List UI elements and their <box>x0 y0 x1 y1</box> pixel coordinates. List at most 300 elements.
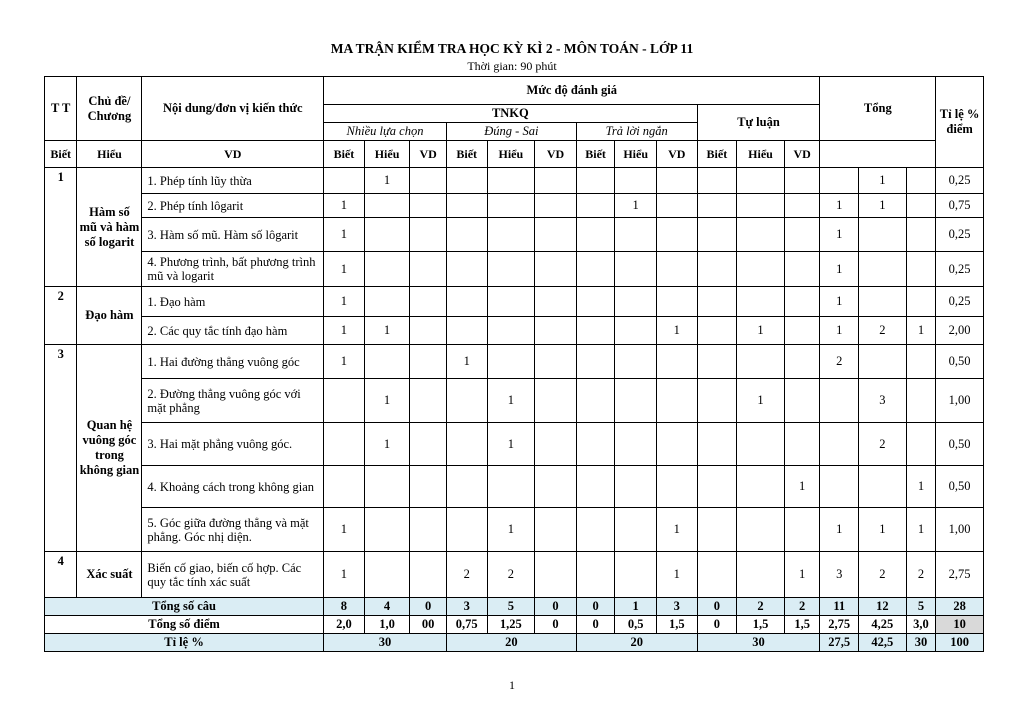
question-count-cell <box>784 194 820 218</box>
question-count-cell <box>615 252 657 287</box>
question-count-cell <box>535 423 577 466</box>
header-tra-loi-ngan: Trả lời ngắn <box>576 123 697 141</box>
question-count-cell <box>364 194 410 218</box>
question-count-cell <box>859 287 907 317</box>
table-row <box>45 287 984 317</box>
question-count-cell <box>737 345 785 379</box>
content-unit: 4. Khoảng cách trong không gian <box>142 466 324 508</box>
question-count-cell <box>576 194 615 218</box>
question-count-cell <box>656 218 697 252</box>
total-points-row <box>45 616 984 634</box>
question-count-cell <box>820 379 859 423</box>
summary-cell: 0,75 <box>446 616 487 634</box>
question-count-cell <box>656 379 697 423</box>
summary-cell: 20 <box>446 634 576 652</box>
summary-cell: 0,5 <box>615 616 657 634</box>
level-header: Hiểu <box>364 141 410 168</box>
content-unit: 2. Đường thẳng vuông góc với mặt phẳng <box>142 379 324 423</box>
summary-cell: 0 <box>576 616 615 634</box>
question-count-cell <box>784 252 820 287</box>
header-dung-sai: Đúng - Sai <box>446 123 576 141</box>
topic-number: 3 <box>45 345 77 552</box>
question-count-cell: 2 <box>487 552 535 598</box>
question-count-cell <box>906 252 935 287</box>
question-count-cell <box>784 168 820 194</box>
content-unit: 1. Đạo hàm <box>142 287 324 317</box>
question-count-cell <box>364 218 410 252</box>
question-count-cell: 1 <box>859 508 907 552</box>
question-count-cell: 1 <box>820 508 859 552</box>
table-row <box>45 317 984 345</box>
question-count-cell <box>784 423 820 466</box>
question-count-cell <box>576 317 615 345</box>
question-count-cell: 1 <box>820 287 859 317</box>
question-count-cell <box>576 252 615 287</box>
level-header: Hiểu <box>615 141 657 168</box>
question-count-cell <box>784 508 820 552</box>
question-count-cell <box>535 379 577 423</box>
question-count-cell <box>656 252 697 287</box>
level-header: Hiểu <box>487 141 535 168</box>
question-count-cell <box>446 379 487 423</box>
summary-cell: 12 <box>859 598 907 616</box>
question-count-cell: 1 <box>324 508 365 552</box>
topic-number: 2 <box>45 287 77 345</box>
question-count-cell <box>697 423 737 466</box>
summary-cell: 1,25 <box>487 616 535 634</box>
question-count-cell: 1 <box>446 345 487 379</box>
question-count-cell <box>697 345 737 379</box>
question-count-cell <box>535 552 577 598</box>
question-count-cell <box>487 218 535 252</box>
question-count-cell <box>697 252 737 287</box>
header-noi-dung: Nội dung/đơn vị kiến thức <box>142 77 324 141</box>
question-count-cell <box>446 287 487 317</box>
question-count-cell <box>784 345 820 379</box>
question-count-cell: 1 <box>656 552 697 598</box>
question-count-cell <box>615 423 657 466</box>
question-count-cell: 1 <box>364 317 410 345</box>
level-header: Biết <box>446 141 487 168</box>
summary-cell: 1,5 <box>784 616 820 634</box>
summary-label: Tổng số câu <box>45 598 324 616</box>
question-count-cell: 2 <box>906 552 935 598</box>
question-count-cell <box>364 466 410 508</box>
question-count-cell <box>737 287 785 317</box>
table-row <box>45 379 984 423</box>
question-count-cell <box>535 317 577 345</box>
question-count-cell: 1 <box>656 508 697 552</box>
level-header: Hiểu <box>737 141 785 168</box>
question-count-cell <box>324 466 365 508</box>
question-count-cell <box>324 379 365 423</box>
summary-cell: 30 <box>697 634 820 652</box>
score-ratio-cell: 0,25 <box>936 218 984 252</box>
level-header: Biết <box>697 141 737 168</box>
question-count-cell <box>446 466 487 508</box>
summary-cell: 42,5 <box>859 634 907 652</box>
summary-cell: 2,0 <box>324 616 365 634</box>
question-count-cell <box>737 552 785 598</box>
question-count-cell <box>446 168 487 194</box>
question-count-cell: 1 <box>364 168 410 194</box>
header-chu-de: Chủ đề/ Chương <box>77 77 142 141</box>
question-count-cell <box>615 508 657 552</box>
question-count-cell <box>906 379 935 423</box>
question-count-cell <box>364 508 410 552</box>
score-ratio-cell: 0,50 <box>936 423 984 466</box>
summary-cell: 5 <box>906 598 935 616</box>
question-count-cell: 2 <box>859 423 907 466</box>
question-count-cell <box>820 466 859 508</box>
question-count-cell <box>697 287 737 317</box>
question-count-cell <box>576 345 615 379</box>
question-count-cell: 1 <box>906 508 935 552</box>
level-header: VD <box>410 141 447 168</box>
level-header: Hiểu <box>77 141 142 168</box>
question-count-cell <box>697 379 737 423</box>
content-unit: Biến cố giao, biến cố hợp. Các quy tắc tính xác suất <box>142 552 324 598</box>
topic-name: Xác suất <box>77 552 142 598</box>
question-count-cell: 1 <box>784 466 820 508</box>
level-header: VD <box>535 141 577 168</box>
question-count-cell: 3 <box>859 379 907 423</box>
question-count-cell <box>535 168 577 194</box>
question-count-cell <box>737 466 785 508</box>
question-count-cell <box>535 508 577 552</box>
question-count-cell <box>410 287 447 317</box>
total-questions-row <box>45 598 984 616</box>
summary-cell: 0 <box>576 598 615 616</box>
header-tong: Tổng <box>820 77 936 141</box>
question-count-cell: 1 <box>737 379 785 423</box>
table-row <box>45 466 984 508</box>
question-count-cell <box>615 287 657 317</box>
question-count-cell: 2 <box>820 345 859 379</box>
summary-cell: 0 <box>535 598 577 616</box>
score-ratio-cell: 1,00 <box>936 379 984 423</box>
summary-cell: 11 <box>820 598 859 616</box>
summary-cell: 4,25 <box>859 616 907 634</box>
question-count-cell <box>859 466 907 508</box>
question-count-cell <box>487 168 535 194</box>
table-row <box>45 194 984 218</box>
question-count-cell <box>656 423 697 466</box>
content-unit: 3. Hàm số mũ. Hàm số lôgarit <box>142 218 324 252</box>
question-count-cell <box>615 317 657 345</box>
summary-cell: 1,0 <box>364 616 410 634</box>
question-count-cell: 1 <box>364 379 410 423</box>
question-count-cell <box>697 194 737 218</box>
question-count-cell <box>410 345 447 379</box>
question-count-cell: 1 <box>324 252 365 287</box>
question-count-cell: 1 <box>820 317 859 345</box>
content-unit: 2. Các quy tắc tính đạo hàm <box>142 317 324 345</box>
question-count-cell: 1 <box>820 194 859 218</box>
level-header: Biết <box>576 141 615 168</box>
question-count-cell <box>615 466 657 508</box>
question-count-cell <box>697 168 737 194</box>
content-unit: 2. Phép tính lôgarit <box>142 194 324 218</box>
question-count-cell <box>446 194 487 218</box>
question-count-cell <box>410 508 447 552</box>
question-count-cell: 1 <box>820 218 859 252</box>
summary-cell: 27,5 <box>820 634 859 652</box>
exam-duration: Thời gian: 90 phút <box>467 59 557 73</box>
question-count-cell <box>364 287 410 317</box>
question-count-cell: 1 <box>324 552 365 598</box>
question-count-cell <box>535 218 577 252</box>
summary-cell: 1,5 <box>656 616 697 634</box>
question-count-cell <box>656 194 697 218</box>
question-count-cell <box>737 423 785 466</box>
score-ratio-cell: 0,75 <box>936 194 984 218</box>
question-count-cell <box>535 466 577 508</box>
summary-cell: 00 <box>410 616 447 634</box>
question-count-cell <box>446 252 487 287</box>
page-number: 1 <box>509 678 515 692</box>
question-count-cell <box>446 423 487 466</box>
level-header: VD <box>656 141 697 168</box>
question-count-cell: 1 <box>820 252 859 287</box>
question-count-cell <box>820 168 859 194</box>
question-count-cell: 1 <box>784 552 820 598</box>
content-unit: 5. Góc giữa đường thẳng và mặt phẳng. Góc nhị diện. <box>142 508 324 552</box>
table-row <box>45 423 984 466</box>
question-count-cell <box>859 345 907 379</box>
question-count-cell <box>576 466 615 508</box>
content-unit: 1. Hai đường thẳng vuông góc <box>142 345 324 379</box>
topic-number: 4 <box>45 552 77 598</box>
question-count-cell <box>656 287 697 317</box>
level-header: Biết <box>324 141 365 168</box>
question-count-cell: 2 <box>446 552 487 598</box>
question-count-cell <box>615 379 657 423</box>
summary-cell: 0 <box>697 598 737 616</box>
table-row <box>45 218 984 252</box>
question-count-cell <box>446 218 487 252</box>
question-count-cell <box>535 194 577 218</box>
question-count-cell <box>615 552 657 598</box>
question-count-cell <box>656 466 697 508</box>
question-count-cell <box>487 194 535 218</box>
question-count-cell <box>656 345 697 379</box>
question-count-cell <box>487 287 535 317</box>
question-count-cell <box>410 423 447 466</box>
summary-cell: 30 <box>324 634 447 652</box>
question-count-cell <box>737 168 785 194</box>
question-count-cell: 1 <box>324 317 365 345</box>
question-count-cell <box>487 252 535 287</box>
header-tt: T T <box>45 77 77 141</box>
question-count-cell: 2 <box>859 317 907 345</box>
question-count-cell <box>324 168 365 194</box>
question-count-cell <box>697 466 737 508</box>
table-row <box>45 552 984 598</box>
summary-cell: 4 <box>364 598 410 616</box>
summary-label: Tỉ lệ % <box>45 634 324 652</box>
question-count-cell: 1 <box>364 423 410 466</box>
question-count-cell <box>737 194 785 218</box>
summary-cell: 0 <box>535 616 577 634</box>
table-row <box>45 252 984 287</box>
question-count-cell <box>859 218 907 252</box>
summary-cell: 1 <box>615 598 657 616</box>
score-ratio-cell: 0,50 <box>936 466 984 508</box>
question-count-cell: 1 <box>656 317 697 345</box>
summary-cell: 0 <box>697 616 737 634</box>
question-count-cell <box>906 287 935 317</box>
question-count-cell <box>410 168 447 194</box>
question-count-cell <box>737 218 785 252</box>
question-count-cell <box>784 287 820 317</box>
question-count-cell <box>576 168 615 194</box>
summary-ratio: 28 <box>936 598 984 616</box>
question-count-cell <box>576 218 615 252</box>
score-ratio-cell: 0,25 <box>936 168 984 194</box>
topic-name: Đạo hàm <box>77 287 142 345</box>
question-count-cell <box>410 194 447 218</box>
question-count-cell <box>576 552 615 598</box>
summary-cell: 1,5 <box>737 616 785 634</box>
question-count-cell: 1 <box>324 287 365 317</box>
question-count-cell <box>615 218 657 252</box>
question-count-cell <box>784 218 820 252</box>
summary-cell: 2,75 <box>820 616 859 634</box>
question-count-cell <box>906 168 935 194</box>
question-count-cell <box>364 252 410 287</box>
question-count-cell: 1 <box>324 194 365 218</box>
score-ratio-cell: 2,75 <box>936 552 984 598</box>
summary-cell: 2 <box>737 598 785 616</box>
topic-number: 1 <box>45 168 77 287</box>
question-count-cell <box>446 508 487 552</box>
question-count-cell <box>410 317 447 345</box>
question-count-cell <box>446 317 487 345</box>
question-count-cell <box>784 379 820 423</box>
topic-name: Hàm số mũ và hàm số logarit <box>77 168 142 287</box>
question-count-cell: 1 <box>487 508 535 552</box>
question-count-cell <box>697 317 737 345</box>
content-unit: 3. Hai mặt phẳng vuông góc. <box>142 423 324 466</box>
question-count-cell <box>697 218 737 252</box>
summary-cell: 3 <box>446 598 487 616</box>
question-count-cell <box>784 317 820 345</box>
score-ratio-cell: 1,00 <box>936 508 984 552</box>
question-count-cell <box>906 218 935 252</box>
question-count-cell: 2 <box>859 552 907 598</box>
summary-cell: 30 <box>906 634 935 652</box>
page-title: MA TRẬN KIỂM TRA HỌC KỲ KÌ 2 - MÔN TOÁN - LỚP 11 <box>330 41 694 56</box>
summary-cell: 0 <box>410 598 447 616</box>
question-count-cell <box>487 345 535 379</box>
question-count-cell <box>656 168 697 194</box>
topic-name: Quan hệ vuông góc trong không gian <box>77 345 142 552</box>
question-count-cell <box>576 287 615 317</box>
question-count-cell <box>859 252 907 287</box>
score-ratio-cell: 2,00 <box>936 317 984 345</box>
level-header: VD <box>142 141 324 168</box>
score-ratio-cell: 0,25 <box>936 287 984 317</box>
question-count-cell <box>364 552 410 598</box>
question-count-cell: 1 <box>859 194 907 218</box>
question-count-cell <box>697 508 737 552</box>
percentage-row <box>45 634 984 652</box>
summary-cell: 2 <box>784 598 820 616</box>
header-tnkq: TNKQ <box>324 105 697 123</box>
summary-ratio: 100 <box>936 634 984 652</box>
question-count-cell: 1 <box>487 379 535 423</box>
question-count-cell <box>410 466 447 508</box>
question-count-cell <box>410 252 447 287</box>
level-header-row <box>45 141 984 168</box>
question-count-cell <box>535 287 577 317</box>
question-count-cell: 1 <box>324 345 365 379</box>
content-unit: 1. Phép tính lũy thừa <box>142 168 324 194</box>
question-count-cell: 1 <box>324 218 365 252</box>
question-count-cell: 1 <box>859 168 907 194</box>
level-header: Biết <box>45 141 77 168</box>
question-count-cell <box>410 218 447 252</box>
header-ti-le: Tỉ lệ % điểm <box>936 77 984 168</box>
content-unit: 4. Phương trình, bất phương trình mũ và logarit <box>142 252 324 287</box>
question-count-cell <box>615 345 657 379</box>
summary-cell: 20 <box>576 634 697 652</box>
question-count-cell <box>737 508 785 552</box>
question-count-cell <box>615 168 657 194</box>
summary-cell: 3 <box>656 598 697 616</box>
score-ratio-cell: 0,25 <box>936 252 984 287</box>
summary-cell: 5 <box>487 598 535 616</box>
question-count-cell <box>906 423 935 466</box>
summary-cell: 8 <box>324 598 365 616</box>
question-count-cell <box>906 194 935 218</box>
question-count-cell <box>487 466 535 508</box>
question-count-cell <box>487 317 535 345</box>
header-nhieu-lua-chon: Nhiều lựa chọn <box>324 123 447 141</box>
level-header: VD <box>784 141 820 168</box>
question-count-cell <box>576 508 615 552</box>
summary-cell: 3,0 <box>906 616 935 634</box>
question-count-cell <box>820 423 859 466</box>
header-tu-luan: Tự luận <box>697 105 820 141</box>
question-count-cell <box>410 379 447 423</box>
question-count-cell <box>576 423 615 466</box>
question-count-cell <box>535 345 577 379</box>
question-count-cell: 1 <box>906 317 935 345</box>
question-count-cell: 1 <box>487 423 535 466</box>
table-row <box>45 508 984 552</box>
summary-label: Tổng số điểm <box>45 616 324 634</box>
header-muc-do: Mức độ đánh giá <box>324 77 820 105</box>
summary-ratio: 10 <box>936 616 984 634</box>
question-count-cell: 1 <box>737 317 785 345</box>
table-row <box>45 345 984 379</box>
question-count-cell: 1 <box>615 194 657 218</box>
table-row <box>45 168 984 194</box>
assessment-matrix-table <box>44 76 984 652</box>
question-count-cell <box>906 345 935 379</box>
question-count-cell <box>324 423 365 466</box>
question-count-cell <box>697 552 737 598</box>
question-count-cell <box>576 379 615 423</box>
question-count-cell <box>737 252 785 287</box>
score-ratio-cell: 0,50 <box>936 345 984 379</box>
question-count-cell: 3 <box>820 552 859 598</box>
question-count-cell: 1 <box>906 466 935 508</box>
question-count-cell <box>535 252 577 287</box>
question-count-cell <box>410 552 447 598</box>
